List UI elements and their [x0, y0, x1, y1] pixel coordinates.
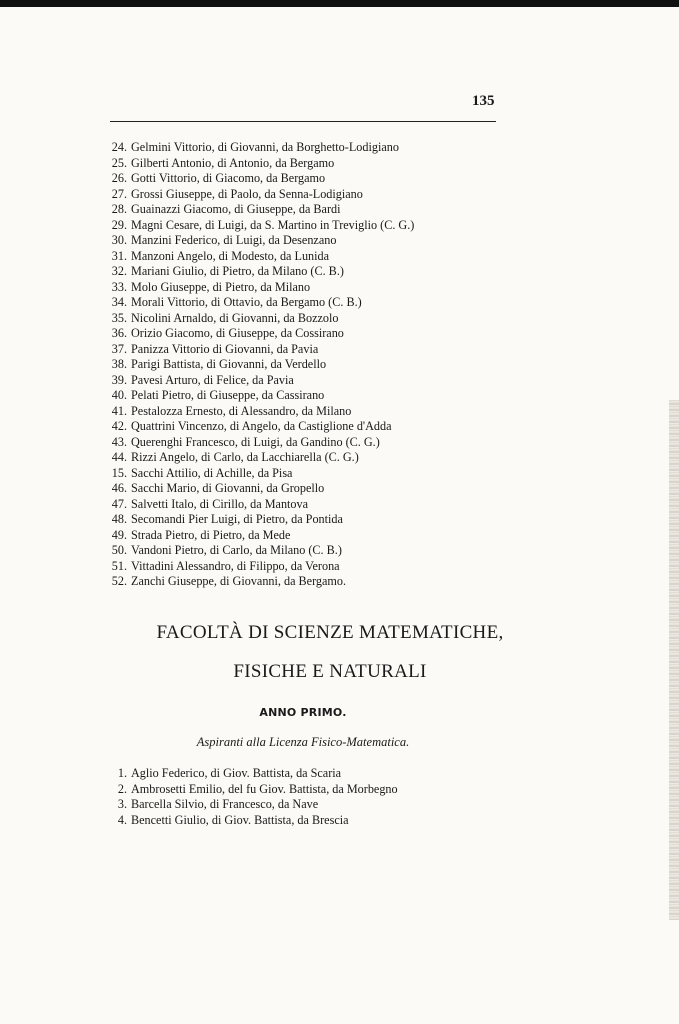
list-item-text: Manzini Federico, di Luigi, da Desenzano	[131, 233, 337, 247]
list-item-number: 40.	[111, 388, 127, 402]
list-item-text: Nicolini Arnaldo, di Giovanni, da Bozzolo	[131, 310, 339, 325]
list-item	[103, 481, 414, 497]
list-item	[103, 797, 398, 813]
list-item-number: 37.	[111, 341, 127, 356]
list-item-number: 49.	[111, 527, 127, 542]
list-item	[103, 559, 414, 575]
list-item	[103, 512, 414, 528]
list-item-text: Zanchi Giuseppe, di Giovanni, da Bergamo.	[131, 574, 347, 588]
list-item-number: 26.	[111, 171, 127, 185]
header-rule	[110, 121, 496, 122]
list-item-text: Sacchi Attilio, di Achille, da Pisa	[131, 465, 293, 480]
list-item	[103, 342, 414, 358]
list-item-number: 46.	[111, 481, 127, 495]
list-item	[103, 218, 414, 234]
list-item-number: 38.	[111, 357, 127, 371]
list-item-number: 24.	[111, 140, 127, 154]
list-item	[103, 373, 414, 389]
list-item-text: Vandoni Pietro, di Carlo, da Milano (C. B.)	[131, 543, 342, 557]
list-item-text: Quattrini Vincenzo, di Angelo, da Castiglione d'Adda	[131, 419, 392, 433]
list-item-text: Pavesi Arturo, di Felice, da Pavia	[131, 372, 294, 387]
list-item-number: 44.	[111, 450, 127, 464]
list-item-number: 33.	[111, 279, 127, 294]
list-item-number: 34.	[111, 295, 127, 309]
section-title-line-2: FISICHE E NATURALI	[233, 661, 427, 682]
student-list-continued	[103, 140, 414, 590]
list-item-text: Grossi Giuseppe, di Paolo, da Senna-Lodigiano	[131, 186, 363, 201]
list-item-number: 4.	[117, 812, 127, 827]
list-item-number: 43.	[111, 434, 127, 449]
list-item	[103, 249, 414, 265]
list-item	[103, 357, 414, 373]
list-item-number: 42.	[111, 419, 127, 433]
list-item	[103, 497, 414, 513]
student-list-new-section	[103, 766, 398, 828]
list-item-number: 30.	[111, 233, 127, 247]
list-item-number: 15.	[111, 465, 127, 480]
list-item-number: 29.	[111, 217, 127, 232]
list-item-number: 3.	[117, 797, 127, 811]
list-item	[103, 264, 414, 280]
list-item-number: 52.	[111, 574, 127, 588]
list-item	[103, 766, 398, 782]
list-item-number: 51.	[111, 558, 127, 573]
list-item-text: Barcella Silvio, di Francesco, da Nave	[131, 797, 319, 811]
list-item	[103, 171, 414, 187]
list-item-text: Pelati Pietro, di Giuseppe, da Cassirano	[131, 388, 325, 402]
page-number: 135	[472, 93, 495, 109]
list-item	[103, 813, 398, 829]
list-item-text: Gilberti Antonio, di Antonio, da Bergamo	[131, 155, 335, 170]
list-item-text: Panizza Vittorio di Giovanni, da Pavia	[131, 341, 319, 356]
list-item-text: Secomandi Pier Luigi, di Pietro, da Pontida	[131, 512, 343, 526]
list-item	[103, 202, 414, 218]
list-item	[103, 404, 414, 420]
list-item-text: Vittadini Alessandro, di Filippo, da Verona	[131, 558, 340, 573]
list-item-text: Gelmini Vittorio, di Giovanni, da Borghetto-Lodigiano	[131, 140, 399, 154]
list-item-number: 50.	[111, 543, 127, 557]
list-item	[103, 388, 414, 404]
list-item-text: Querenghi Francesco, di Luigi, da Gandino (C. G.)	[131, 434, 380, 449]
section-title-line-1: FACOLTÀ DI SCIENZE MATEMATICHE,	[156, 622, 504, 643]
list-item	[103, 187, 414, 203]
list-item	[103, 435, 414, 451]
year-heading: ANNO PRIMO.	[259, 706, 347, 719]
list-item-number: 39.	[111, 372, 127, 387]
list-item	[103, 528, 414, 544]
list-item-text: Guainazzi Giacomo, di Giuseppe, da Bardi	[131, 202, 341, 216]
page-right-edge	[669, 400, 679, 920]
list-item-text: Sacchi Mario, di Giovanni, da Gropello	[131, 481, 325, 495]
list-item-text: Ambrosetti Emilio, del fu Giov. Battista, da Morbegno	[131, 781, 398, 796]
list-item-text: Morali Vittorio, di Ottavio, da Bergamo (C. B.)	[131, 295, 362, 309]
list-item-number: 2.	[117, 781, 127, 796]
list-item-text: Magni Cesare, di Luigi, da S. Martino in Treviglio (C. G.)	[131, 217, 415, 232]
list-item	[103, 574, 414, 590]
subheading: Aspiranti alla Licenza Fisico-Matematica.	[196, 735, 410, 749]
list-item	[103, 543, 414, 559]
list-item-number: 27.	[111, 186, 127, 201]
list-item	[103, 280, 414, 296]
list-item-number: 35.	[111, 310, 127, 325]
list-item-text: Molo Giuseppe, di Pietro, da Milano	[131, 279, 311, 294]
list-item	[103, 782, 398, 798]
list-item	[103, 295, 414, 311]
list-item	[103, 419, 414, 435]
list-item-text: Gotti Vittorio, di Giacomo, da Bergamo	[131, 171, 326, 185]
list-item-number: 36.	[111, 326, 127, 340]
list-item-text: Salvetti Italo, di Cirillo, da Mantova	[131, 496, 309, 511]
list-item-number: 1.	[117, 766, 127, 780]
list-item	[103, 156, 414, 172]
list-item-number: 47.	[111, 496, 127, 511]
list-item	[103, 233, 414, 249]
list-item-text: Bencetti Giulio, di Giov. Battista, da Brescia	[131, 812, 349, 827]
list-item-text: Manzoni Angelo, di Modesto, da Lunida	[131, 248, 330, 263]
list-item-text: Strada Pietro, di Pietro, da Mede	[131, 527, 291, 542]
list-item-text: Pestalozza Ernesto, di Alessandro, da Milano	[131, 403, 352, 418]
list-item-number: 31.	[111, 248, 127, 263]
list-item-number: 28.	[111, 202, 127, 216]
list-item	[103, 311, 414, 327]
list-item	[103, 140, 414, 156]
list-item-text: Aglio Federico, di Giov. Battista, da Scaria	[131, 766, 342, 780]
list-item	[103, 466, 414, 482]
list-item-text: Mariani Giulio, di Pietro, da Milano (C. B.)	[131, 264, 344, 278]
page-top-edge	[0, 0, 679, 7]
list-item-number: 32.	[111, 264, 127, 278]
list-item-text: Orizio Giacomo, di Giuseppe, da Cossirano	[131, 326, 344, 340]
list-item	[103, 326, 414, 342]
list-item-number: 41.	[111, 403, 127, 418]
list-item-text: Rizzi Angelo, di Carlo, da Lacchiarella (C. G.)	[131, 450, 359, 464]
list-item-number: 48.	[111, 512, 127, 526]
list-item-text: Parigi Battista, di Giovanni, da Verdello	[131, 357, 327, 371]
list-item	[103, 450, 414, 466]
list-item-number: 25.	[111, 155, 127, 170]
